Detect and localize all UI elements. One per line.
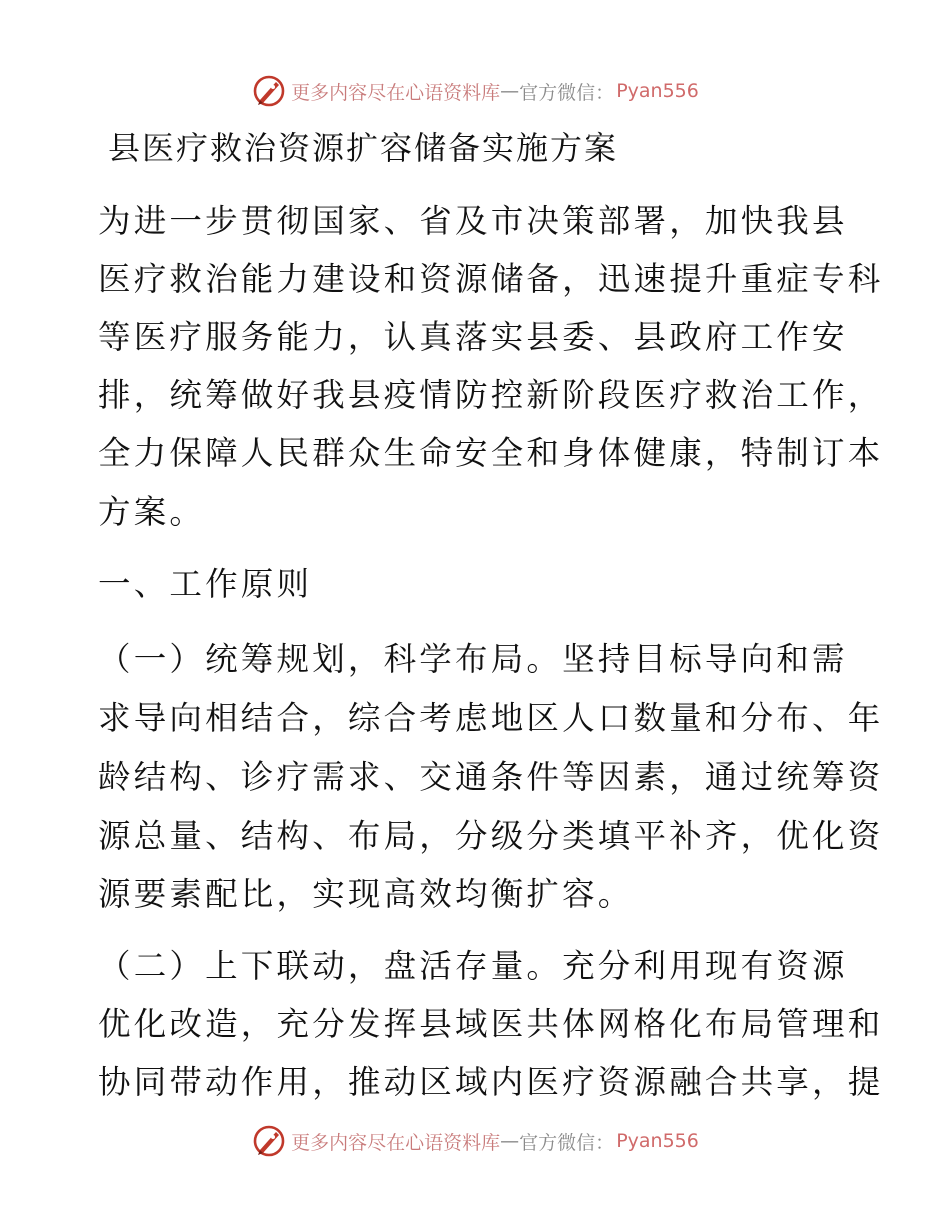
watermark-wechat-id: Pyan556 bbox=[616, 1130, 699, 1152]
watermark-wechat-label: 官方微信： bbox=[519, 81, 615, 104]
body-line: 龄结构、诊疗需求、交通条件等因素，通过统筹资 bbox=[98, 758, 884, 796]
body-line: 优化改造，充分发挥县域医共体网格化布局管理和 bbox=[98, 1005, 884, 1043]
body-line: 源要素配比，实现高效均衡扩容。 bbox=[98, 875, 634, 913]
section-heading: 一、工作原则 bbox=[98, 565, 313, 603]
watermark-separator: — bbox=[500, 80, 520, 102]
watermark-banner-top bbox=[0, 71, 950, 111]
body-line: 源总量、结构、布局，分级分类填平补齐，优化资 bbox=[98, 817, 884, 855]
watermark-text: 更多内容尽在心语资料库 bbox=[291, 1131, 501, 1154]
watermark-banner-bottom bbox=[0, 1121, 950, 1161]
pen-logo-icon bbox=[251, 1123, 287, 1159]
document-title: 县医疗救治资源扩容储备实施方案 bbox=[108, 129, 619, 167]
body-line: 等医疗服务能力，认真落实县委、县政府工作安 bbox=[98, 318, 848, 356]
body-line: 医疗救治能力建设和资源储备，迅速提升重症专科 bbox=[98, 260, 884, 298]
watermark-separator: — bbox=[500, 1130, 520, 1152]
body-line: 为进一步贯彻国家、省及市决策部署，加快我县 bbox=[98, 202, 848, 240]
watermark-wechat-label: 官方微信： bbox=[519, 1131, 615, 1154]
body-line: （一）统筹规划，科学布局。坚持目标导向和需 bbox=[98, 640, 848, 678]
body-line: 全力保障人民群众生命安全和身体健康，特制订本 bbox=[98, 434, 884, 472]
body-line: 排，统筹做好我县疫情防控新阶段医疗救治工作， bbox=[98, 376, 884, 414]
body-line: 方案。 bbox=[98, 493, 206, 531]
body-line: （二）上下联动，盘活存量。充分利用现有资源 bbox=[98, 947, 848, 985]
watermark-text: 更多内容尽在心语资料库 bbox=[291, 81, 501, 104]
body-line: 协同带动作用，推动区域内医疗资源融合共享，提 bbox=[98, 1063, 884, 1101]
pen-logo-icon bbox=[251, 73, 287, 109]
body-line: 求导向相结合，综合考虑地区人口数量和分布、年 bbox=[98, 699, 884, 737]
watermark-wechat-id: Pyan556 bbox=[616, 80, 699, 102]
